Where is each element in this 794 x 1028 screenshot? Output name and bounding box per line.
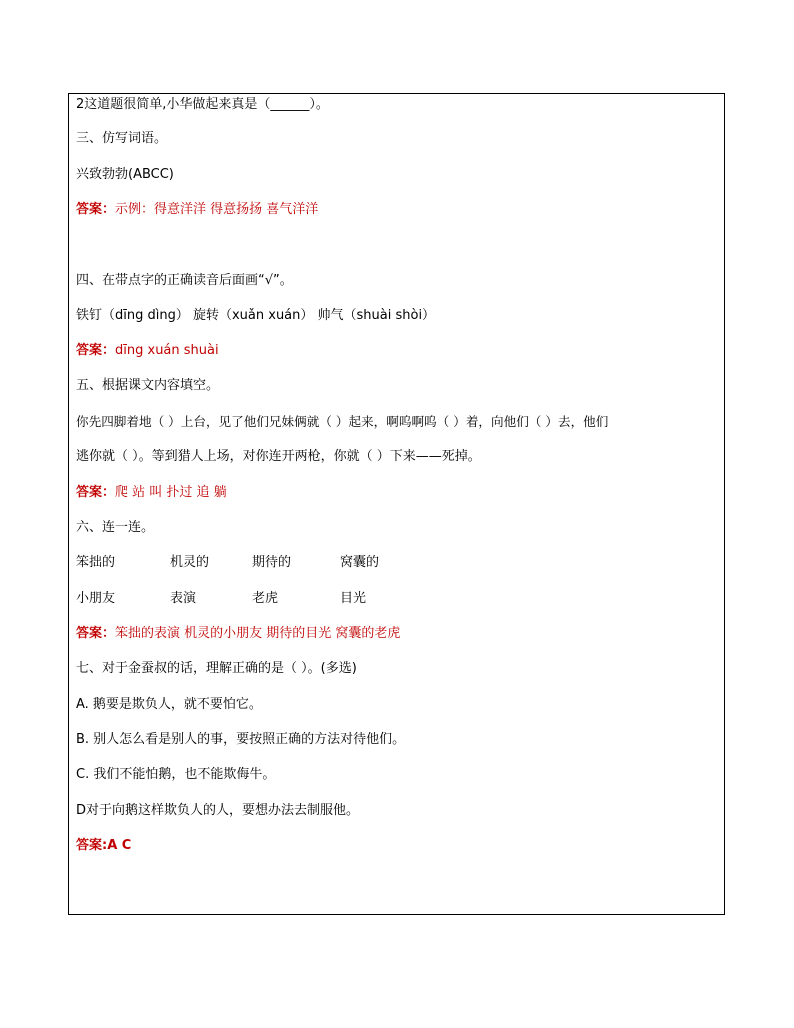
match-left-4: 窝囊的 xyxy=(340,555,380,570)
section-5-answer xyxy=(76,484,227,502)
section-7-answer xyxy=(76,837,131,855)
option-c: C. 我们不能怕鹅，也不能欺侮牛。 xyxy=(76,767,276,782)
option-b: B. 别人怎么看是别人的事，要按照正确的方法对待他们。 xyxy=(76,732,406,747)
section-4-answer xyxy=(76,342,219,360)
section-4-title: 四、在带点字的正确读音后面画“√”。 xyxy=(76,273,293,288)
answer-text: 爬 站 叫 扑过 追 躺 xyxy=(115,485,227,500)
answer-label: 答案： xyxy=(76,485,116,500)
match-right-4: 目光 xyxy=(340,591,367,606)
match-left-1: 笨拙的 xyxy=(76,555,116,570)
match-left-3: 期待的 xyxy=(252,555,292,570)
section-3-prompt: 兴致勃勃(ABCC) xyxy=(76,167,174,182)
match-right-1: 小朋友 xyxy=(76,591,116,606)
answer-label: 答案： xyxy=(76,202,116,217)
section-5-text-2: 逃你就（ ）。等到猎人上场，对你连开两枪，你就（ ）下来——死掉。 xyxy=(76,449,481,464)
section-6-title: 六、连一连。 xyxy=(76,520,155,535)
match-right-2: 表演 xyxy=(170,591,197,606)
answer-text: 笨拙的表演 机灵的小朋友 期待的目光 窝囊的老虎 xyxy=(115,626,401,641)
section-7-title: 七、对于金蚕叔的话，理解正确的是（ ）。(多选) xyxy=(76,661,357,676)
section-5-text-1: 你先四脚着地（ ）上台，见了他们兄妹俩就（ ）起来，啊呜啊呜（ ）着，向他们（ ）去，他们 xyxy=(76,414,609,429)
answer-text: A C xyxy=(107,838,132,853)
section-3-answer xyxy=(76,201,318,219)
section-5-title: 五、根据课文内容填空。 xyxy=(76,378,220,393)
answer-text: dīng xuán shuài xyxy=(115,343,219,358)
answer-text: 示例：得意洋洋 得意扬扬 喜气洋洋 xyxy=(115,202,319,217)
answer-label: 答案: xyxy=(76,838,108,853)
section-4-prompt: 铁钉（dīng dìng） 旋转（xuǎn xuán） 帅气（shuài shòi） xyxy=(76,308,436,323)
answer-label: 答案： xyxy=(76,626,116,641)
match-left-2: 机灵的 xyxy=(170,555,210,570)
question-2: 2这道题很简单,小华做起来真是（______）。 xyxy=(76,97,329,112)
answer-label: 答案： xyxy=(76,343,116,358)
option-a: A. 鹅要是欺负人，就不要怕它。 xyxy=(76,697,262,712)
match-right-3: 老虎 xyxy=(252,591,279,606)
section-6-answer xyxy=(76,625,400,643)
section-3-title: 三、仿写词语。 xyxy=(76,131,168,146)
option-d: D对于向鹅这样欺负人的人，要想办法去制服他。 xyxy=(76,803,360,818)
